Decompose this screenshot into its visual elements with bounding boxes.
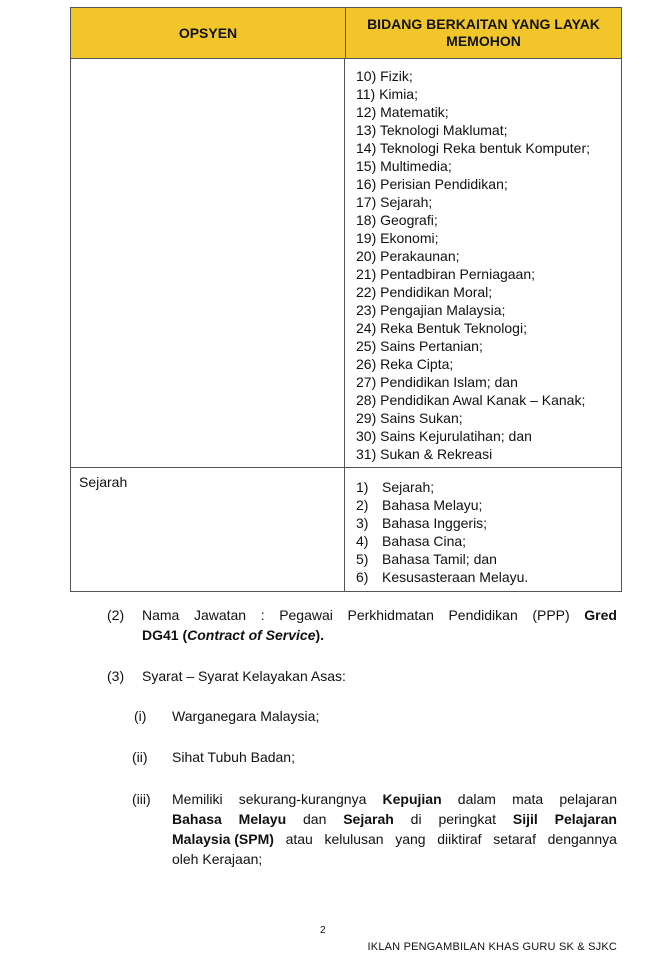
fields-cell: [345, 59, 621, 467]
item-number: 3): [356, 515, 369, 531]
list-item: 11) Kimia;: [356, 86, 418, 102]
item-text: Kesusasteraan Melayu.: [382, 569, 529, 585]
word: pelajaran: [559, 791, 617, 807]
word-bold: Malaysia (SPM): [172, 831, 274, 847]
option-cell: [71, 59, 345, 467]
list-item: 22) Pendidikan Moral;: [356, 284, 493, 300]
section-text: Syarat – Syarat Kelayakan Asas:: [142, 668, 346, 684]
word-bold: Melayu: [238, 811, 287, 827]
section-label: (2): [107, 607, 125, 623]
item-text: Bahasa Tamil; dan: [382, 551, 497, 567]
word: (PPP): [532, 607, 570, 623]
contract-type: Contract of Service: [187, 627, 316, 643]
item-label: (i): [134, 708, 147, 724]
list-item: [356, 514, 621, 532]
list-item: 29) Sains Sukan;: [356, 410, 463, 426]
list-item: 31) Sukan & Rekreasi: [356, 446, 493, 462]
header-bidang: BIDANG BERKAITAN YANG LAYAK MEMOHON: [367, 16, 600, 49]
header-opsyen: OPSYEN: [71, 8, 346, 58]
item-number: 4): [356, 533, 369, 549]
list-item: [356, 568, 621, 586]
section-label: (3): [107, 668, 125, 684]
word: Perkhidmatan: [347, 607, 434, 623]
word: diiktiraf: [437, 831, 482, 847]
item-text: Bahasa Inggeris;: [382, 515, 488, 531]
list-item: 14) Teknologi Reka bentuk Komputer;: [356, 140, 590, 156]
item-number: 1): [356, 479, 369, 495]
list-item: 28) Pendidikan Awal Kanak – Kanak;: [356, 392, 586, 408]
list-item: 25) Sains Pertanian;: [356, 338, 483, 354]
item-text: Sejarah;: [382, 479, 435, 495]
list-item: 23) Pengajian Malaysia;: [356, 302, 506, 318]
word: kelulusan: [324, 831, 384, 847]
section-2-job-title: [107, 605, 617, 645]
word: di: [410, 811, 422, 827]
fields-cell: [345, 468, 621, 591]
table-row: [71, 59, 621, 468]
word: yang: [395, 831, 426, 847]
item-label: (ii): [132, 749, 148, 765]
word: Jawatan: [193, 607, 247, 623]
list-item: [356, 532, 621, 550]
word-bold: Pelajaran: [554, 811, 617, 827]
page-number: 2: [320, 925, 326, 936]
list-item: 19) Ekonomi;: [356, 230, 439, 246]
word: dalam: [457, 791, 496, 807]
word: oleh Kerajaan;: [172, 851, 263, 867]
list-item: 13) Teknologi Maklumat;: [356, 122, 508, 138]
word: setaraf: [493, 831, 536, 847]
word: Pegawai: [279, 607, 333, 623]
word: peringkat: [438, 811, 497, 827]
list-item: 21) Pentadbiran Perniagaan;: [356, 266, 536, 282]
table-header: [71, 8, 621, 59]
list-item: [356, 478, 621, 496]
word: Memiliki: [172, 791, 223, 807]
list-item: 17) Sejarah;: [356, 194, 433, 210]
item-label: (iii): [132, 791, 151, 807]
item-text: Bahasa Melayu;: [382, 497, 483, 513]
word: :: [260, 607, 265, 623]
page-footer: IKLAN PENGAMBILAN KHAS GURU SK & SJKC: [367, 941, 617, 953]
section-3-heading: [107, 666, 346, 686]
list-item: [356, 496, 621, 514]
word-bold: Bahasa: [172, 811, 222, 827]
word: atau: [285, 831, 313, 847]
list-item: 15) Multimedia;: [356, 158, 452, 174]
word: sekurang-kurangnya: [238, 791, 367, 807]
list-item: 18) Geografi;: [356, 212, 438, 228]
item-number: 5): [356, 551, 369, 567]
grade-end: ).: [315, 627, 325, 643]
list-item: [356, 550, 621, 568]
item-text: Warganegara Malaysia;: [172, 708, 320, 724]
item-text: Bahasa Cina;: [382, 533, 467, 549]
list-item: 27) Pendidikan Islam; dan: [356, 374, 518, 390]
word-bold: Kepujian: [382, 791, 442, 807]
list-item: 26) Reka Cipta;: [356, 356, 454, 372]
word: Pendidikan: [448, 607, 518, 623]
list-item: 12) Matematik;: [356, 104, 449, 120]
requirement-i: [134, 706, 320, 726]
list-item: 10) Fizik;: [356, 68, 413, 84]
list-item: 30) Sains Kejurulatihan; dan: [356, 428, 532, 444]
item-text: Sihat Tubuh Badan;: [172, 749, 295, 765]
word: dan: [303, 811, 327, 827]
word: mata: [512, 791, 544, 807]
item-number: 2): [356, 497, 369, 513]
option-cell: Sejarah: [71, 468, 345, 591]
item-number: 6): [356, 569, 369, 585]
word-bold: Gred: [584, 607, 617, 623]
requirement-ii: [132, 747, 295, 767]
list-item: 24) Reka Bentuk Teknologi;: [356, 320, 527, 336]
word-bold: Sejarah: [343, 811, 394, 827]
word-bold: Sijil: [512, 811, 538, 827]
requirement-iii: [132, 789, 617, 869]
eligibility-table: [70, 7, 622, 592]
list-item: 20) Perakaunan;: [356, 248, 460, 264]
list-item: 16) Perisian Pendidikan;: [356, 176, 508, 192]
word: dengannya: [547, 831, 617, 847]
word: Nama: [142, 607, 180, 623]
table-row: [71, 468, 621, 591]
grade-code: DG41 (: [142, 627, 188, 643]
